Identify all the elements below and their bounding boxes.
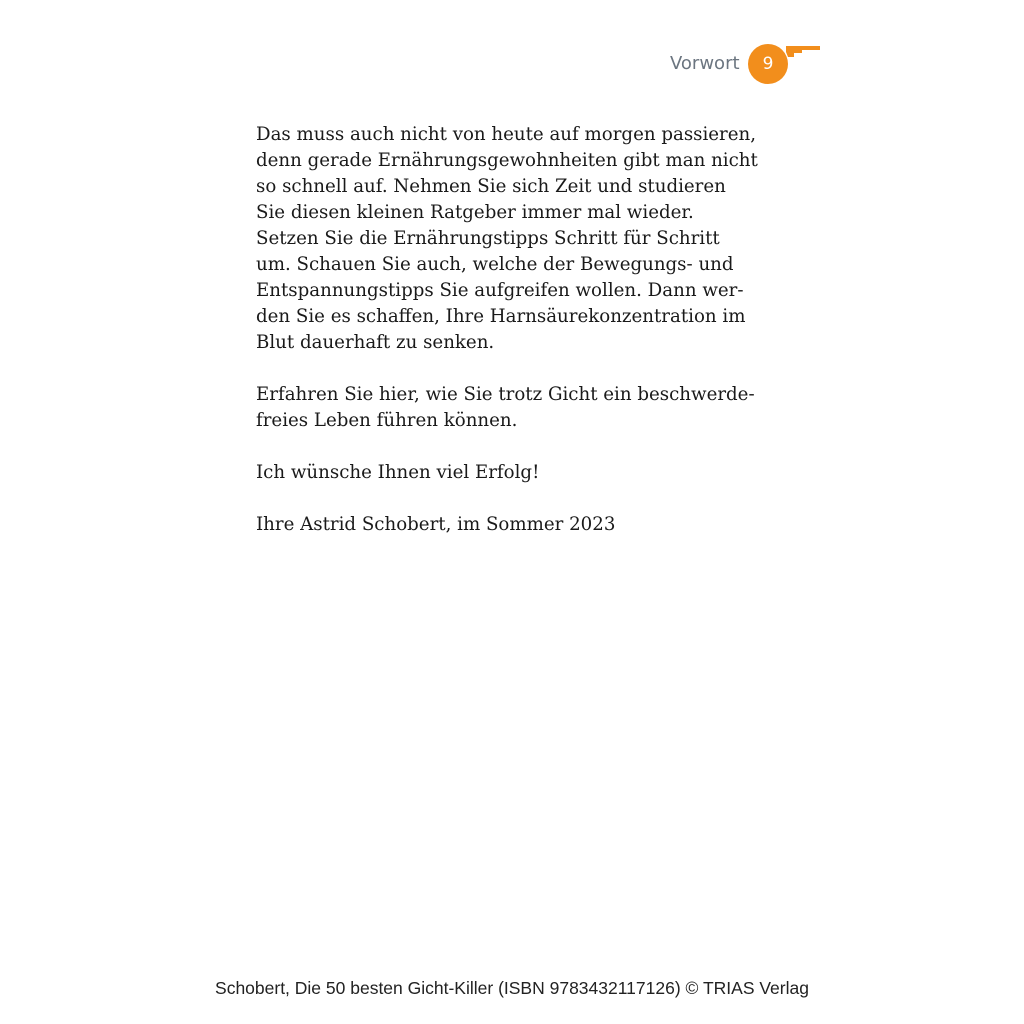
section-title: Vorwort [670, 53, 740, 74]
citation-footer: Schobert, Die 50 besten Gicht-Killer (ISBN 9783432117126) © TRIAS Verlag [215, 978, 809, 998]
text-line: so schnell auf. Nehmen Sie sich Zeit und studieren [256, 176, 726, 197]
signature-line [256, 512, 756, 538]
page-number: 9 [762, 54, 774, 74]
text-line: Ich wünsche Ihnen viel Erfolg! [256, 462, 540, 483]
paragraph [256, 382, 756, 434]
text-line: freies Leben führen können. [256, 410, 518, 431]
text-line: Entspannungstipps Sie aufgreifen wollen. Dann wer- [256, 280, 744, 301]
text-line: Sie diesen kleinen Ratgeber immer mal wieder. [256, 202, 694, 223]
text-line: Setzen Sie die Ernährungstipps Schritt für Schritt [256, 228, 720, 249]
text-line: den Sie es schaffen, Ihre Harnsäurekonzentration im [256, 306, 746, 327]
text-line: Ihre Astrid Schobert, im Sommer 2023 [256, 514, 616, 535]
body-text [256, 122, 756, 538]
text-line: Blut dauerhaft zu senken. [256, 332, 495, 353]
text-line: Erfahren Sie hier, wie Sie trotz Gicht ein beschwerde- [256, 384, 755, 405]
closing-wish [256, 460, 756, 486]
pointing-hand-icon [784, 42, 824, 68]
text-line: um. Schauen Sie auch, welche der Bewegungs- und [256, 254, 734, 275]
text-line: Das muss auch nicht von heute auf morgen passieren, [256, 124, 757, 145]
paragraph [256, 122, 756, 356]
running-header [660, 42, 830, 86]
text-line: denn gerade Ernährungsgewohnheiten gibt man nicht [256, 150, 758, 171]
page-number-badge [748, 44, 788, 84]
